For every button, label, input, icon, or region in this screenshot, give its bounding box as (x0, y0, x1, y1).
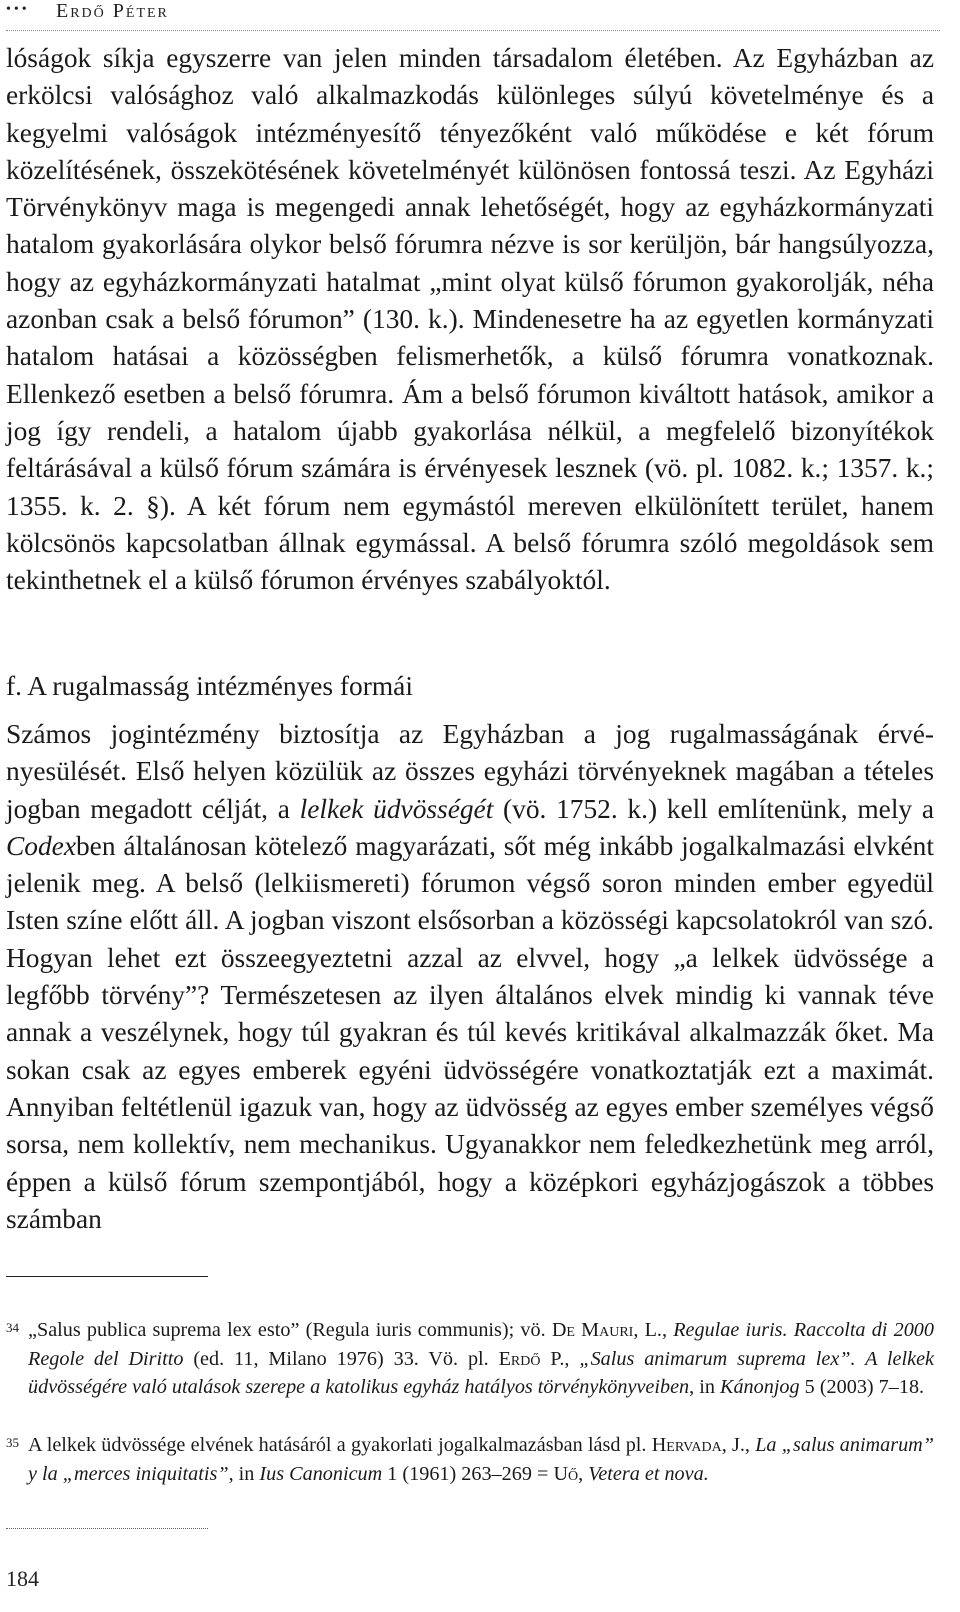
header-ornament: ••• (6, 2, 30, 17)
footnote-34-number: 34 (6, 1320, 19, 1335)
fn35-author-uo: Uő (553, 1462, 579, 1485)
footnote-separator (6, 1276, 208, 1277)
header-author: Erdő Péter (56, 0, 169, 22)
fn35-title-vetera: Vetera et nova. (588, 1462, 709, 1485)
paragraph-2-text-c: ben általánosan kötelező magyarázati, sőt még inkább jogalkalmazási elvként jelenik meg. A belső (lelkiismereti) fórumon végső soron minden ember egyedül Isten színe előtt áll. A jogban viszont elsősorban a közösségi kapcsolatokról van szó. Hogyan lehet ezt összeegyeztetni azzal az elvvel, hogy „a lelkek üdvössége a legfőbb törvény”? Természetesen az ilyen általános elvek mindig ki vannak téve annak a veszélynek, hogy túl gyakran és túl kevés kritikával alkalmazzák őket. Ma sokan csak az egyes emberek egyéni üdvösségére vonatkoztatják ezt a maximát. Annyiban feltétlenül igazuk van, hogy az üdvösség az egyes ember személyes végső sorsa, nem kollektív, nem mechanikus. Ugyanakkor nem feledkezhetünk meg arról, éppen a külső fórum szempontjából, hogy a középkori egyházjogászok a többes számban (6, 830, 934, 1234)
fn34-part: (ed. 11, Milano 1976) 33. Vö. pl. (183, 1347, 499, 1370)
fn34-title-salus: „Salus animarum suprema lex”. A lelkek üdvösségére való utalások szerepe a katolikus egyház hatályos törvénykönyveiben (28, 1347, 934, 1399)
fn35-author-hervada: Hervada (651, 1434, 722, 1456)
fn34-author-erdo: Erdő (498, 1347, 541, 1370)
page-number-separator (6, 1528, 208, 1529)
fn34-journal: Kánonjog (719, 1376, 800, 1399)
fn34-part: , in (689, 1376, 720, 1399)
footnote-34 (6, 1316, 934, 1402)
paragraph-2-emphasis-lelkek: lelkek üdvösségét (299, 793, 494, 824)
fn35-part: 1 (1961) 263–269 = (382, 1462, 554, 1485)
paragraph-2-text-a: Számos jogintézmény biztosítja az Egyházban a jog rugalmasságának érvényesülését. Első helyen közülük az összes egyházi törvényeknek magában a tételes jogban megadott célját, a (6, 719, 934, 824)
section-heading: f. A rugalmasság intézményes formái (6, 671, 413, 701)
fn35-part: , in (228, 1462, 260, 1485)
fn35-title: La „salus animarum” y la „merces iniquitatis” (28, 1434, 934, 1485)
fn35-part: , (578, 1462, 589, 1485)
fn35-part: , J., (721, 1434, 756, 1456)
fn34-title-regulae: Regulae iuris. Raccolta di 2000 Regole del Diritto (28, 1319, 934, 1370)
footnote-35 (6, 1431, 934, 1488)
footnote-34-text (28, 1316, 934, 1402)
fn34-part: , L., (633, 1319, 674, 1341)
paragraph-2-emphasis-codex: Codex (6, 830, 76, 861)
fn35-journal: Ius Canonicum (259, 1462, 383, 1485)
fn34-part: 5 (2003) 7–18. (799, 1376, 925, 1399)
page-number: 184 (6, 1566, 39, 1591)
fn35-part: A lelkek üdvössége elvének hatásáról a gyakorlati jogalkalmazásban lásd pl. (28, 1434, 652, 1456)
fn34-part: „Salus publica suprema lex esto” (Regula iuris communis); vö. (28, 1319, 552, 1341)
footnote-35-text (28, 1431, 934, 1488)
fn34-part: P., (540, 1347, 580, 1370)
paragraph-1-text: lóságok síkja egyszerre van jelen minden társadalom életében. Az Egyházban az erkölcsi valósághoz való alkalmazkodás különleges súlyú követelménye és a kegyelmi valóságok intézményesítő tényezőként való működése e két fórum közelítésének, összekötésének követelményét különösen fontossá teszi. Az Egyházi Törvénykönyv maga is megengedi annak lehetőségét, hogy az egyházkormányzati hatalom gyakorlására olykor belső fórumra nézve is sor kerüljön, bár hangsúlyozza, hogy az egyházkormányzati hatalmat „mint olyat külső fórumon gyakorolják, néha azonban csak a belső fórumon” (130. k.). Mindenesetre ha az egyetlen kormányzati hatalom hatásai a közösségben felismerhetők, a külső fórumra vonatkoznak. Ellenkező esetben a belső fórumra. Ám a belső fórumon kiváltott hatások, amikor a jog így rendeli, a hatalom újabb gyakorlása nélkül, a megfelelő bizonyítékok feltárásával a külső fórum számára is érvényesek lesznek (vö. pl. 1082. k.; 1357. k.; 1355. k. 2. §). A két fórum nem egymástól mereven elkülönített terület, hanem kölcsönös kapcsolatban állnak egymással. A belső fórumra szóló megoldások sem tekinthetnek el a külső fórumon érvényes szabályoktól. (6, 43, 934, 596)
body-paragraph-2 (6, 716, 934, 1238)
fn34-author-demauri: De Mauri (551, 1319, 634, 1341)
body-paragraph-1 (6, 40, 934, 599)
running-header (6, 0, 940, 31)
footnote-35-number: 35 (6, 1435, 19, 1450)
paragraph-2-text-b: (vö. 1752. k.) kell említenünk, mely a (493, 793, 934, 824)
